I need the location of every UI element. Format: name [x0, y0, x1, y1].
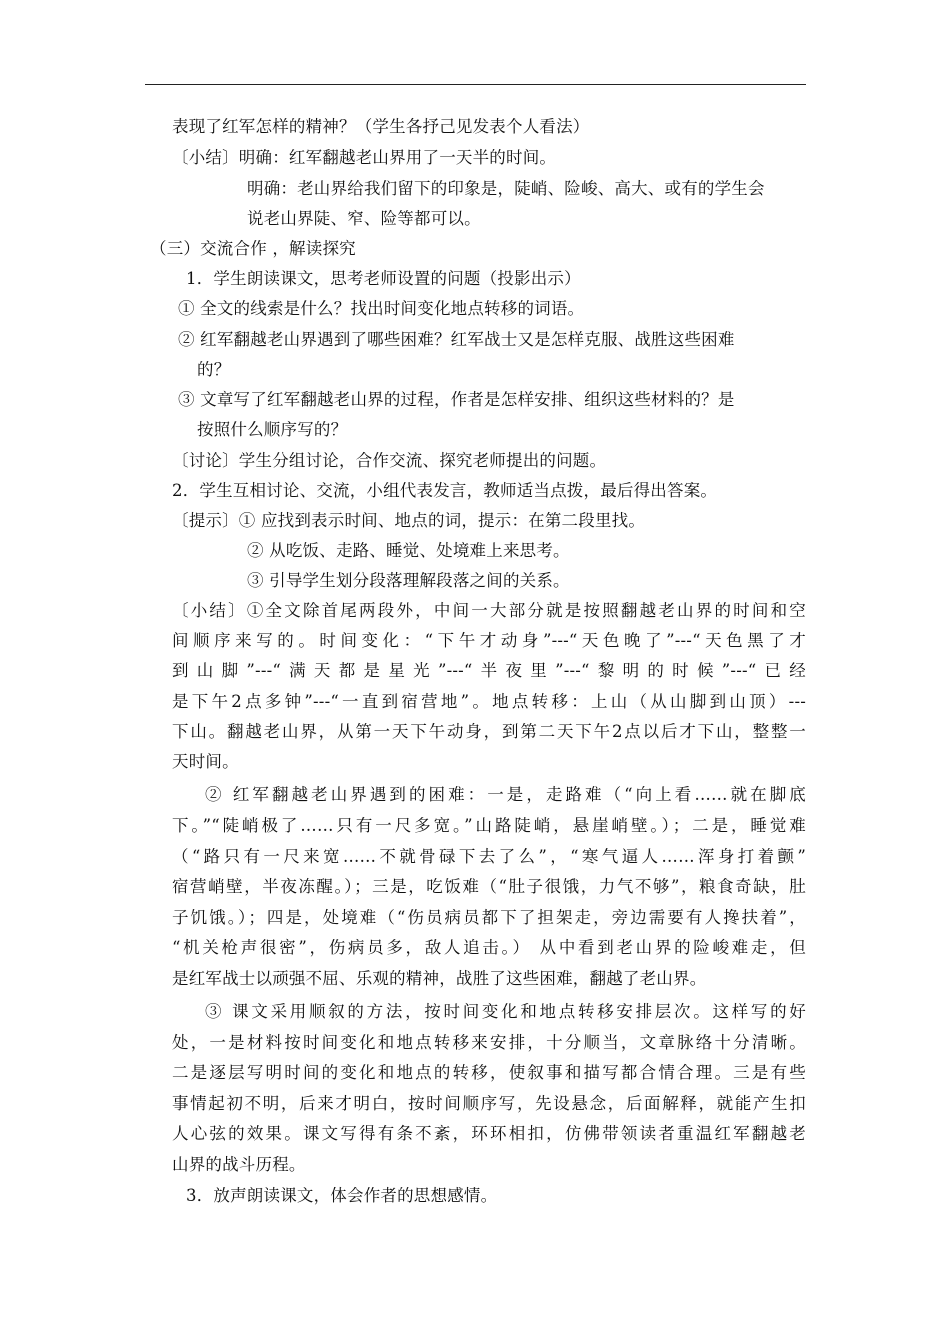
text-line: （三）交流合作 ，解读探究: [150, 239, 356, 258]
text-line: 明确：老山界给我们留下的印象是，陡峭、险峻、高大、或有的学生会: [247, 179, 765, 198]
text-line: 是下午2点多钟”---“一直到宿营地”。地点转移：上山（从山脚到山顶）---: [172, 692, 806, 711]
text-line: 3．放声朗读课文，体会作者的思想感情。: [186, 1186, 498, 1205]
text-line: 间顺序来写的。时间变化：“下午才动身”---“天色晚了”---“天色黑了才: [172, 631, 806, 650]
text-line: “机关枪声很密”，伤病员多，敌人追击。） 从中看到老山界的险峻难走，但: [172, 938, 806, 957]
text-line: ② 红军翻越老山界遇到的困难：一是，走路难（“向上看……就在脚底: [205, 785, 806, 804]
header-rule: [145, 84, 806, 85]
text-line: 宿营峭壁，半夜冻醒。）；三是，吃饭难（“肚子很饿，力气不够”，粮食奇缺，肚: [172, 877, 806, 896]
text-line: ③ 文章写了红军翻越老山界的过程，作者是怎样安排、组织这些材料的？是: [178, 390, 735, 409]
text-line: 2．学生互相讨论、交流，小组代表发言，教师适当点拨，最后得出答案。: [172, 481, 718, 500]
text-line: ③ 课文采用顺叙的方法，按时间变化和地点转移安排层次。这样写的好: [205, 1002, 806, 1021]
text-line: 的？: [197, 360, 231, 379]
text-line: （“路只有一尺来宽……不就骨碌下去了么”，“寒气逼人……浑身打着颤”: [172, 847, 806, 866]
text-line: 〔小结〕①全文除首尾两段外，中间一大部分就是按照翻越老山界的时间和空: [172, 601, 806, 620]
text-line: 天时间。: [172, 752, 239, 771]
text-line: 〔小结〕明确：红军翻越老山界用了一天半的时间。: [172, 148, 557, 167]
text-line: ② 红军翻越老山界遇到了哪些困难？红军战士又是怎样克服、战胜这些困难: [178, 330, 735, 349]
text-line: 表现了红军怎样的精神？（学生各抒己见发表个人看法）: [172, 117, 590, 136]
text-line: 人心弦的效果。课文写得有条不紊，环环相扣，仿佛带领读者重温红军翻越老: [172, 1124, 806, 1143]
text-line: 按照什么顺序写的？: [197, 420, 348, 439]
text-line: 1．学生朗读课文，思考老师设置的问题（投影出示）: [186, 269, 581, 288]
text-line: 子饥饿。）；四是，处境难（“伤员病员都下了担架走，旁边需要有人搀扶着”，: [172, 908, 806, 927]
text-line: 处，一是材料按时间变化和地点转移来安排，十分顺当，文章脉络十分清晰。: [172, 1033, 806, 1052]
text-line: 下。”“陡峭极了……只有一尺多宽。”山路陡峭，悬崖峭壁。）；二是，睡觉难: [172, 816, 806, 835]
text-line: ① 全文的线索是什么？找出时间变化地点转移的词语。: [178, 299, 585, 318]
text-line: 〔提示〕① 应找到表示时间、地点的词，提示：在第二段里找。: [172, 511, 646, 530]
text-line: 二是逐层写明时间的变化和地点的转移，使叙事和描写都合情合理。三是有些: [172, 1063, 806, 1082]
text-line: 是红军战士以顽强不屈、乐观的精神，战胜了这些困难，翻越了老山界。: [172, 969, 707, 988]
text-line: 下山。翻越老山界，从第一天下午动身，到第二天下午2点以后才下山，整整一: [172, 722, 806, 741]
text-line: 事情起初不明，后来才明白，按时间顺序写，先设悬念，后面解释，就能产生扣: [172, 1094, 806, 1113]
text-line: ② 从吃饭、走路、睡觉、处境难上来思考。: [247, 541, 570, 560]
text-line: 〔讨论〕学生分组讨论，合作交流、探究老师提出的问题。: [172, 451, 607, 470]
text-line: 到山脚”---“满天都是星光”---“半夜里”---“黎明的时候”---“已经: [172, 661, 806, 680]
text-line: ③ 引导学生划分段落理解段落之间的关系。: [247, 571, 570, 590]
text-line: 说老山界陡、窄、险等都可以。: [247, 209, 481, 228]
text-line: 山界的战斗历程。: [172, 1155, 306, 1174]
